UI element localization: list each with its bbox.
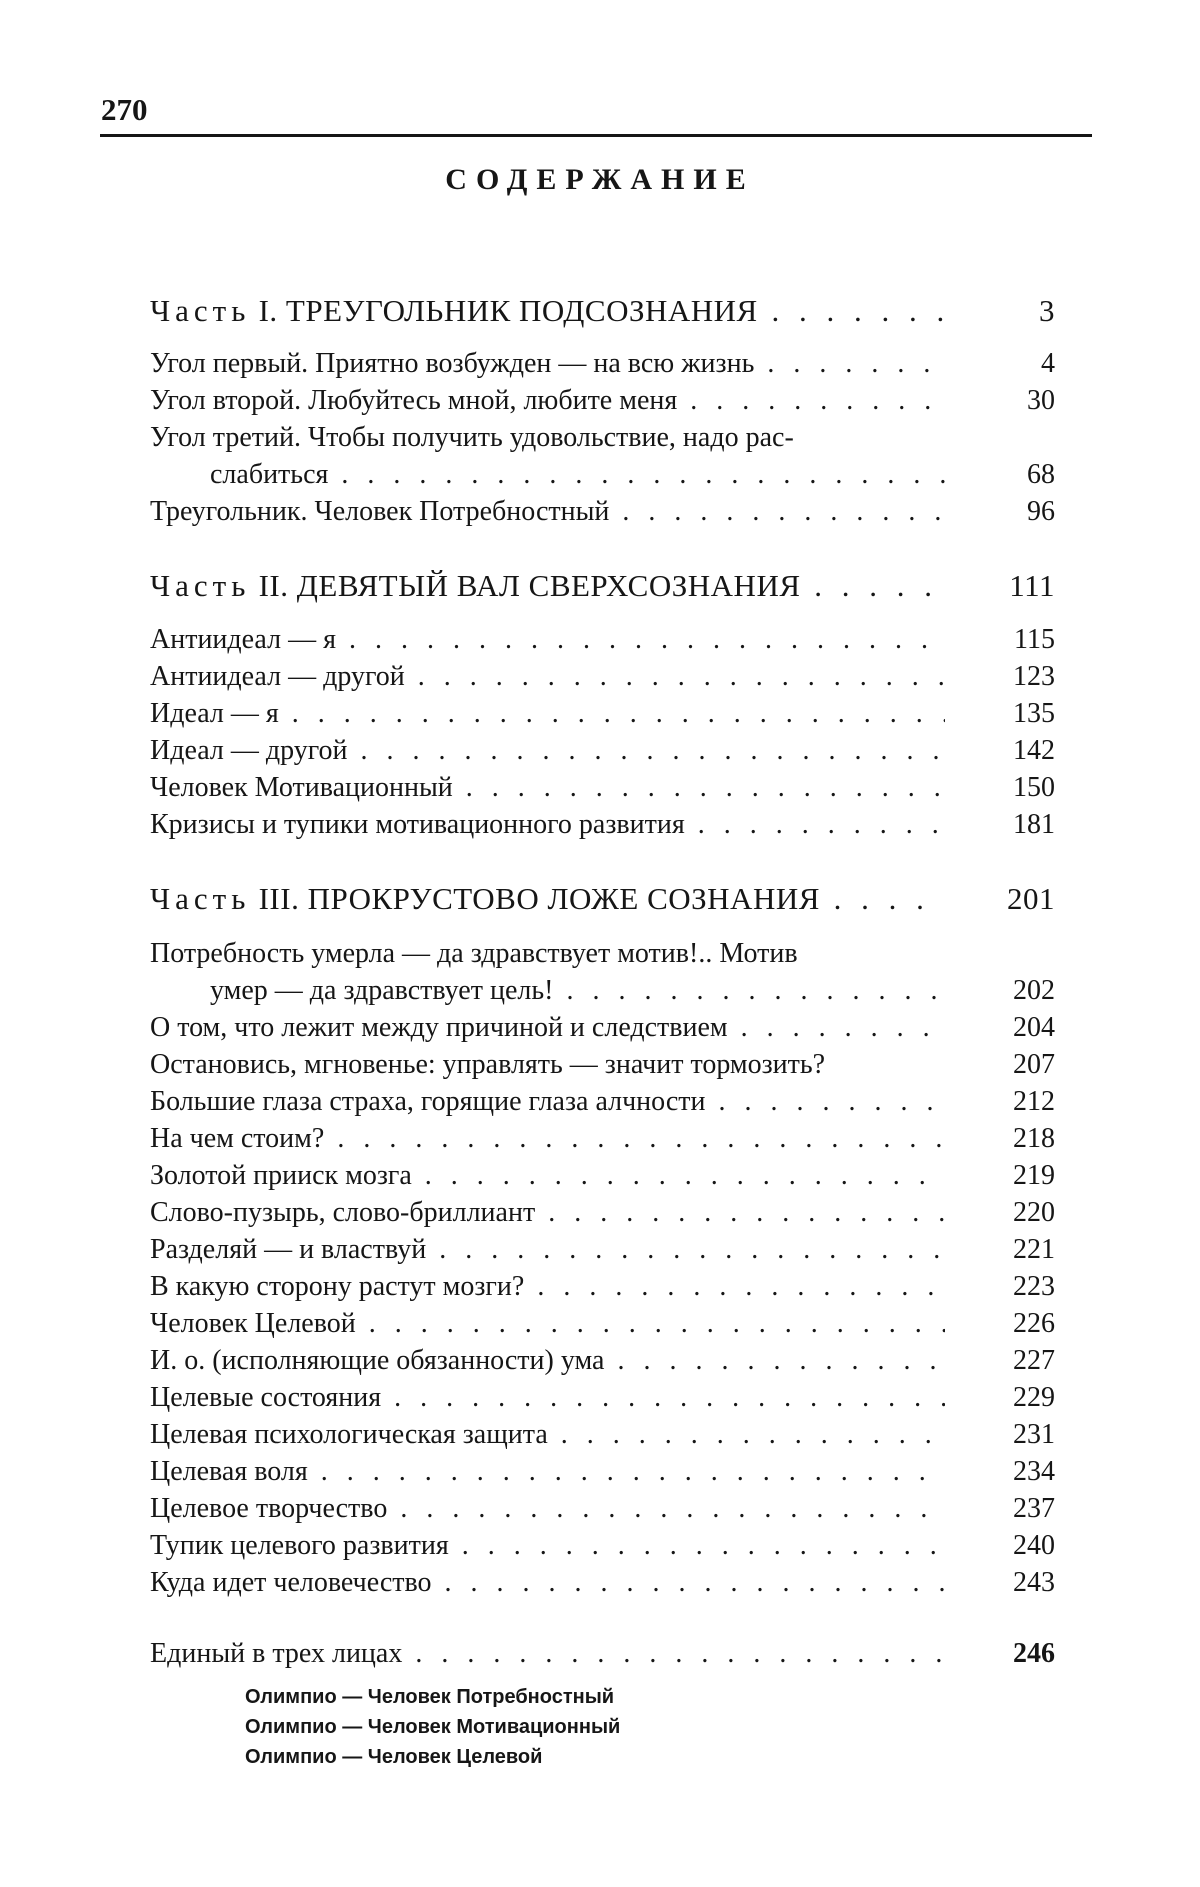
toc-entry-label: В какую сторону растут мозги? . . . [150, 1269, 945, 1305]
toc-entry-label: Угол второй. Любуйтесь мной, любите меня . . . [150, 383, 945, 419]
toc-entry-label: И. о. (исполняющие обязанности) ума . . . [150, 1343, 945, 1379]
toc-page: 237 [1013, 1493, 1055, 1524]
toc-entry-label: Кризисы и тупики мотивационного развития . . . [150, 807, 945, 843]
toc-entry-label: слабиться . . . [210, 457, 945, 493]
toc-entry [150, 1158, 1055, 1194]
toc-page: 150 [1013, 772, 1055, 803]
toc-entry [150, 1269, 1055, 1305]
page-title: СОДЕРЖАНИЕ [445, 163, 755, 196]
toc-entry [150, 733, 1055, 769]
toc-entry-label: Идеал — я . . . [150, 696, 945, 732]
toc-page: 212 [1013, 1086, 1055, 1117]
toc-entry [150, 1010, 1055, 1046]
toc-part-3 [150, 881, 1055, 917]
toc-page: 202 [1013, 975, 1055, 1006]
toc-entry [150, 1195, 1055, 1231]
toc-entry [150, 936, 1055, 972]
toc-page: 231 [1013, 1419, 1055, 1450]
toc-entry [150, 1084, 1055, 1120]
toc-entry-label: Человек Целевой . . . [150, 1306, 945, 1342]
toc-part-prefix: Часть [150, 293, 251, 328]
toc-page: 223 [1013, 1271, 1055, 1302]
header-rule [100, 134, 1092, 137]
toc-entry-label: Идеал — другой . . . [150, 733, 945, 769]
toc-entry-label: Разделяй — и властвуй . . . [150, 1232, 945, 1268]
toc-page: 181 [1013, 809, 1055, 840]
toc-entry [150, 1636, 1055, 1672]
toc-entry [150, 1343, 1055, 1379]
toc-page: 220 [1013, 1197, 1055, 1228]
toc-entry-label: Единый в трех лицах . . . [150, 1636, 945, 1672]
toc-page: 204 [1013, 1012, 1055, 1043]
toc-page: 246 [1013, 1638, 1055, 1669]
toc-page: 219 [1013, 1160, 1055, 1191]
toc-entry-label: Целевое творчество . . . [150, 1491, 945, 1527]
toc-entry-label: Большие глаза страха, горящие глаза алчности . . . [150, 1084, 945, 1120]
toc-entry-continued [150, 457, 1055, 493]
toc-page: 226 [1013, 1308, 1055, 1339]
toc-page: 135 [1013, 698, 1055, 729]
toc-page: 218 [1013, 1123, 1055, 1154]
toc-page: 221 [1013, 1234, 1055, 1265]
toc-entry-label: Человек Мотивационный . . . [150, 770, 945, 806]
toc-entry-label: Слово-пузырь, слово-бриллиант . . . [150, 1195, 945, 1231]
toc-entry [150, 1380, 1055, 1416]
toc-entry-label: Куда идет человечество . . . [150, 1565, 945, 1601]
toc-part-label: III. ПРОКРУСТОВО ЛОЖЕ СОЗНАНИЯ [258, 881, 820, 916]
toc-page: 142 [1013, 735, 1055, 766]
toc-page: 229 [1013, 1382, 1055, 1413]
toc-entry [150, 1528, 1055, 1564]
toc-entry [150, 1232, 1055, 1268]
toc-page: 201 [1007, 881, 1055, 916]
toc-page: 68 [1027, 459, 1055, 490]
toc-entry [150, 1417, 1055, 1453]
toc-entry-label: Тупик целевого развития . . . [150, 1528, 945, 1564]
toc-page: 111 [1009, 568, 1055, 603]
toc-entry-label: Золотой прииск мозга . . . [150, 1158, 945, 1194]
toc-sub-entry: Олимпио — Человек Мотивационный [245, 1716, 621, 1738]
toc-entry-label: умер — да здравствует цель! . . . [210, 973, 945, 1009]
toc-page: 96 [1027, 496, 1055, 527]
toc-entry [150, 1306, 1055, 1342]
toc-entry [150, 1565, 1055, 1601]
toc-entry-label: О том, что лежит между причиной и следствием . . . [150, 1010, 945, 1046]
toc-entry [150, 1047, 1055, 1083]
toc-entry-label: Целевая воля . . . [150, 1454, 945, 1490]
toc-entry-label: Остановись, мгновенье: управлять — значит тормозить? [150, 1049, 826, 1080]
toc-entry-label: Антиидеал — я . . . [150, 622, 945, 658]
toc-page: 30 [1027, 385, 1055, 416]
toc-entry-label: Целевые состояния . . . [150, 1380, 945, 1416]
toc-part-prefix: Часть [150, 881, 251, 916]
toc-entry [150, 1454, 1055, 1490]
toc-page: 4 [1041, 348, 1055, 379]
toc-entry [150, 1121, 1055, 1157]
toc-entry-label: Треугольник. Человек Потребностный . . . [150, 494, 945, 530]
toc-page: 243 [1013, 1567, 1055, 1598]
toc-entry [150, 346, 1055, 382]
toc-entry [150, 494, 1055, 530]
toc-part-label: II. ДЕВЯТЫЙ ВАЛ СВЕРХСОЗНАНИЯ [258, 568, 801, 603]
toc-page: 240 [1013, 1530, 1055, 1561]
toc-sub-entry: Олимпио — Человек Потребностный [245, 1686, 615, 1708]
toc-entry [150, 807, 1055, 843]
toc-part-2 [150, 568, 1055, 604]
toc-entry-label: Угол первый. Приятно возбужден — на всю жизнь . . . [150, 346, 945, 382]
toc-entry [150, 1491, 1055, 1527]
toc-entry [150, 420, 1055, 456]
page-number: 270 [101, 92, 148, 127]
toc-entry [150, 383, 1055, 419]
toc-entry [150, 659, 1055, 695]
toc-page: 123 [1013, 661, 1055, 692]
toc-sub-entry: Олимпио — Человек Целевой [245, 1746, 543, 1768]
toc-part-label: I. ТРЕУГОЛЬНИК ПОДСОЗНАНИЯ [258, 293, 758, 328]
toc-entry [150, 770, 1055, 806]
toc-page: 207 [1013, 1049, 1055, 1080]
toc-entry-label: Угол третий. Чтобы получить удовольствие, надо рас- [150, 422, 794, 453]
toc-entry-label: На чем стоим? . . . [150, 1121, 945, 1157]
toc-entry-label: Антиидеал — другой . . . [150, 659, 945, 695]
toc-page: 115 [1014, 624, 1055, 655]
toc-page: 234 [1013, 1456, 1055, 1487]
toc-part-1 [150, 293, 1055, 329]
toc-entry-continued [150, 973, 1055, 1009]
toc-page: 3 [1039, 293, 1055, 328]
toc-entry-label: Целевая психологическая защита . . . [150, 1417, 945, 1453]
toc-entry [150, 622, 1055, 658]
toc-part-prefix: Часть [150, 568, 251, 603]
toc-page: 227 [1013, 1345, 1055, 1376]
toc-entry [150, 696, 1055, 732]
toc-entry-label: Потребность умерла — да здравствует мотив!.. Мотив [150, 938, 798, 969]
